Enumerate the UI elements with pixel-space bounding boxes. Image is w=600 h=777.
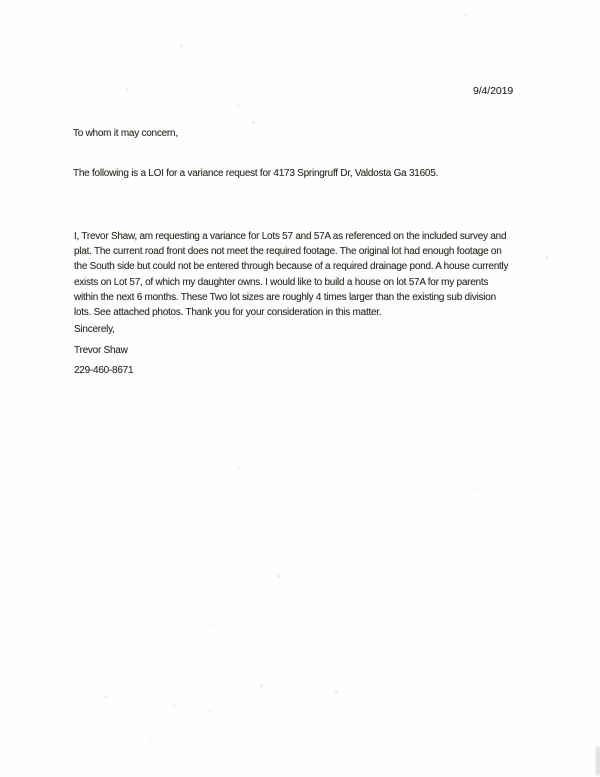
scan-speck [180,44,183,47]
body-line: I, Trevor Shaw, am requesting a variance for Lots 57 and 57A as referenced on the included survey and [74,231,507,242]
signature-phone: 229-460-8671 [74,365,134,376]
letter-closing: Sincerely, [74,324,115,335]
scan-speck [277,575,280,578]
scan-speck [212,624,214,626]
scan-speck [126,88,129,91]
letter-greeting: To whom it may concern, [73,128,178,139]
body-line: exists on Lot 57, of which my daughter owns. I would like to build a house on lot 57A for my parents [74,276,489,288]
body-line: within the next 6 months. These Two lot sizes are roughly 4 times larger than the existing sub division [74,291,496,303]
scan-speck [209,710,211,712]
scan-speck [150,740,152,742]
scan-speck [260,684,263,687]
scan-speck [335,690,338,693]
scan-speck [410,58,412,60]
scan-speck [474,488,476,490]
body-line: plat. The current road front does not meet the required footage. The original lot had enough footage on [74,246,502,258]
body-line: lots. See attached photos. Thank you for your consideration in this matter. [74,306,382,318]
signature-name: Trevor Shaw [74,345,128,356]
letter-subject-line: The following is a LOI for a variance request for 4173 Springruff Dr, Valdosta Ga 31605. [73,168,439,179]
body-line: the South side but could not be entered through because of a required drainage pond. A house currently [74,261,509,273]
letter-body-paragraph [74,229,508,320]
scan-speck [104,695,107,698]
scan-speck [174,704,176,706]
scan-speck [463,14,466,17]
scan-speck [238,467,240,469]
letter-date: 9/4/2019 [473,85,514,97]
scan-speck [238,104,240,106]
scan-edge-streak [596,747,600,775]
scan-speck [545,256,548,259]
scan-speck [252,121,255,124]
